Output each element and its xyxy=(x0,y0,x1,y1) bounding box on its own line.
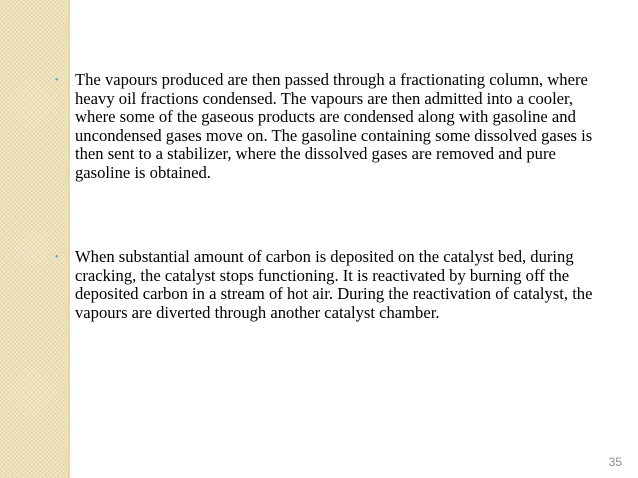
bullet-item xyxy=(55,248,611,322)
bullet-text: When substantial amount of carbon is deposited on the catalyst bed, during cracking, the catalyst stops functioning. It is reactivated by burning off the deposited carbon in a stream of hot air. During the reactivation of catalyst, the vapours are diverted through another catalyst chamber. xyxy=(75,247,593,322)
bullet-icon: • xyxy=(55,252,59,263)
bullet-text: The vapours produced are then passed through a fractionating column, where heavy oil fractions condensed. The vapours are then admitted into a cooler, where some of the gaseous products are condensed along with gasoline and uncondensed gases move on. The gasoline containing some dissolved gases is then sent to a stabilizer, where the dissolved gases are removed and pure gasoline is obtained. xyxy=(75,70,593,182)
page-number: 35 xyxy=(608,455,622,469)
bullet-icon: • xyxy=(55,75,59,86)
bullet-item xyxy=(55,71,611,183)
